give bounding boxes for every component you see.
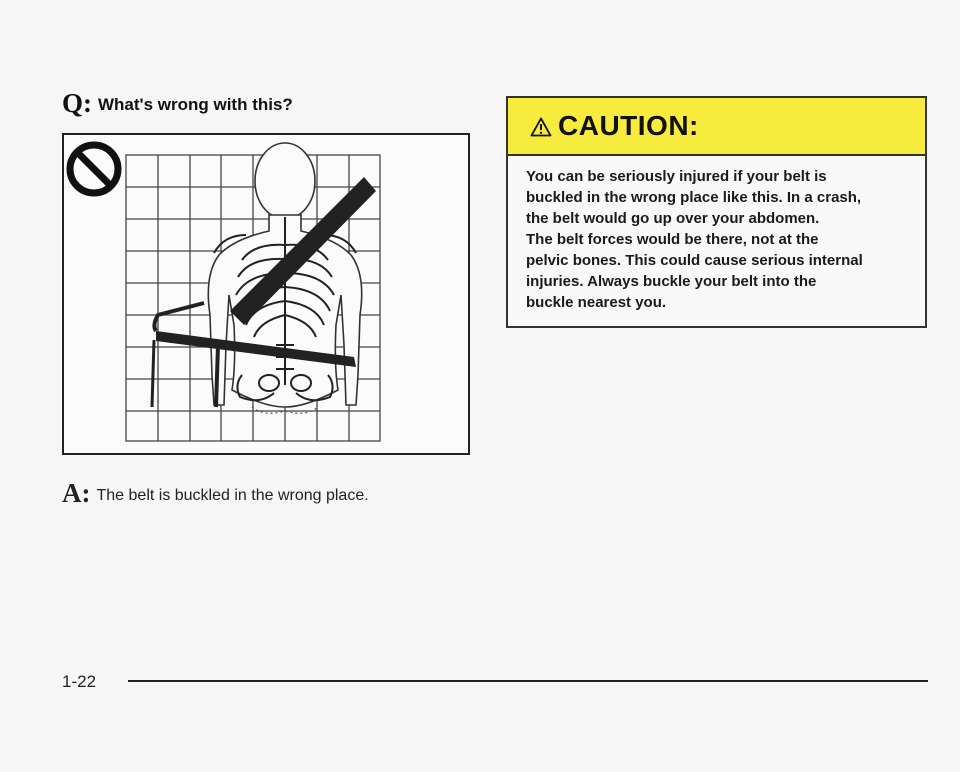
question — [62, 88, 293, 119]
prohibition-icon — [70, 145, 118, 193]
caution-header — [508, 98, 925, 156]
answer-text: The belt is buckled in the wrong place. — [96, 487, 369, 504]
caution-box — [506, 96, 927, 328]
answer-marker: A: — [62, 478, 91, 508]
page-number: 1-22 — [62, 672, 97, 691]
caution-title: CAUTION: — [558, 110, 699, 141]
seatbelt-illustration — [62, 133, 470, 455]
caution-line: You can be seriously injured if your belt is — [526, 168, 827, 185]
caution-text — [508, 156, 925, 313]
caution-line: buckle nearest you. — [526, 294, 667, 311]
caution-line: buckled in the wrong place like this. In a crash, — [526, 189, 862, 206]
warning-triangle-icon — [530, 117, 552, 137]
caution-line: The belt forces would be there, not at the — [526, 231, 819, 248]
caution-line: pelvic bones. This could cause serious internal — [526, 252, 863, 269]
footer-rule — [128, 680, 928, 682]
caution-line: the belt would go up over your abdomen. — [526, 210, 820, 227]
caution-line: injuries. Always buckle your belt into the — [526, 273, 817, 290]
question-text: What's wrong with this? — [98, 95, 293, 114]
answer — [62, 478, 369, 509]
question-marker: Q: — [62, 88, 92, 118]
